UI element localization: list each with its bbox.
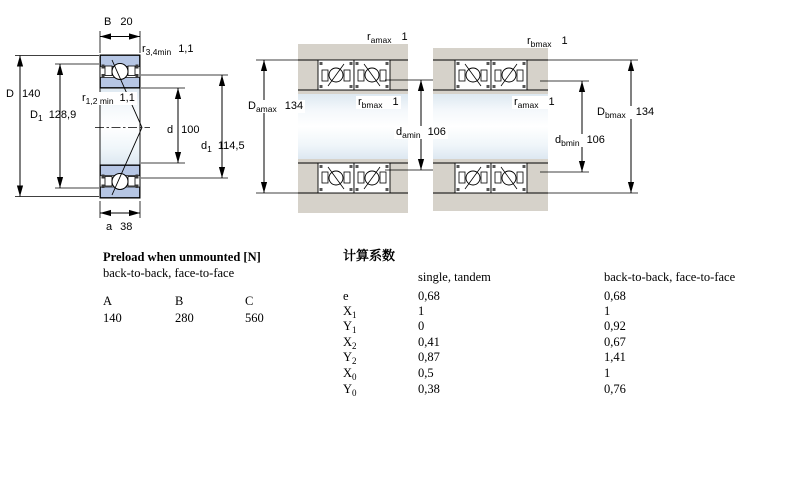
factor-value-single: 0,41 xyxy=(418,335,440,349)
factor-value-btb: 1,41 xyxy=(604,350,626,364)
factor-value-single: 0,68 xyxy=(418,289,440,303)
factor-value-single: 1 xyxy=(418,304,425,318)
preload-col-header-A: A xyxy=(103,294,113,308)
dim-label-r34: $r_{3,4min}$ 1,1 xyxy=(142,43,194,57)
factors-table-title: 计算系数 xyxy=(343,248,396,263)
dim-label-d1: $d_1$ 114,5 xyxy=(201,140,245,154)
dim-label-Dbmax: $D_{bmax}$ 134 xyxy=(597,106,655,120)
factor-value-btb: 0,92 xyxy=(604,319,626,333)
bearing-pair-bottom xyxy=(455,163,527,193)
dimension-lines xyxy=(582,60,631,193)
factor-value-single: 0,87 xyxy=(418,350,440,364)
arrangement-b-diagram xyxy=(433,48,638,211)
factor-row-label: $X_0$ xyxy=(343,366,357,382)
dim-label-D1: $D_1$ 128,9 xyxy=(30,109,77,123)
factor-value-single: 0,5 xyxy=(418,366,434,380)
factor-value-btb: 0,67 xyxy=(604,335,626,349)
bearing-pair-top xyxy=(318,60,390,90)
factor-row-label: $Y_1$ xyxy=(343,319,357,335)
dim-label-a: a 38 xyxy=(106,221,133,233)
factors-col2-header: back-to-back, face-to-face xyxy=(604,270,736,284)
factor-value-single: 0,38 xyxy=(418,382,440,396)
factor-value-btb: 0,76 xyxy=(604,382,626,396)
bearing-top-section xyxy=(100,55,140,88)
preload-table-subtitle: back-to-back, face-to-face xyxy=(103,266,235,280)
dim-label-rbmax-b: $r_{bmax}$ 1 xyxy=(527,35,568,49)
dim-label-rbmax-a: $r_{bmax}$ 1 xyxy=(358,96,399,110)
dim-label-dbmin: $d_{bmin}$ 106 xyxy=(555,134,605,148)
dim-label-B: B 20 xyxy=(104,16,133,28)
dim-label-ramax-a: $r_{amax}$ 1 xyxy=(367,31,408,45)
dim-label-ramax-b: $r_{amax}$ 1 xyxy=(514,96,555,110)
dim-label-Damax: $D_{amax}$ 134 xyxy=(248,100,304,114)
factor-value-btb: 0,68 xyxy=(604,289,626,303)
extension-lines xyxy=(540,60,638,193)
factor-row-label: $Y_0$ xyxy=(343,382,357,398)
dim-label-D: D 140 xyxy=(6,88,41,100)
factor-value-btb: 1 xyxy=(604,366,611,380)
factor-row-label: $Y_2$ xyxy=(343,350,357,366)
bearing-pair-bottom xyxy=(318,163,390,193)
factor-row-label: e xyxy=(343,289,349,303)
preload-col-header-C: C xyxy=(245,294,254,308)
factor-row-label: $X_1$ xyxy=(343,304,357,320)
preload-value-C: 560 xyxy=(245,311,264,325)
factor-value-single: 0 xyxy=(418,319,425,333)
bearing-pair-top xyxy=(455,60,527,90)
preload-value-A: 140 xyxy=(103,311,122,325)
factor-value-btb: 1 xyxy=(604,304,611,318)
preload-value-B: 280 xyxy=(175,311,194,325)
dim-label-damin: $d_{amin}$ 106 xyxy=(396,126,446,140)
preload-table-title: Preload when unmounted [N] xyxy=(103,250,261,264)
dim-label-r12: $r_{1,2 min}$ 1,1 xyxy=(82,92,135,106)
factor-row-label: $X_2$ xyxy=(343,335,357,351)
factors-col1-header: single, tandem xyxy=(418,270,491,284)
dim-label-d: d 100 xyxy=(167,124,200,136)
preload-col-header-B: B xyxy=(175,294,184,308)
bearing-bottom-section xyxy=(100,165,140,198)
